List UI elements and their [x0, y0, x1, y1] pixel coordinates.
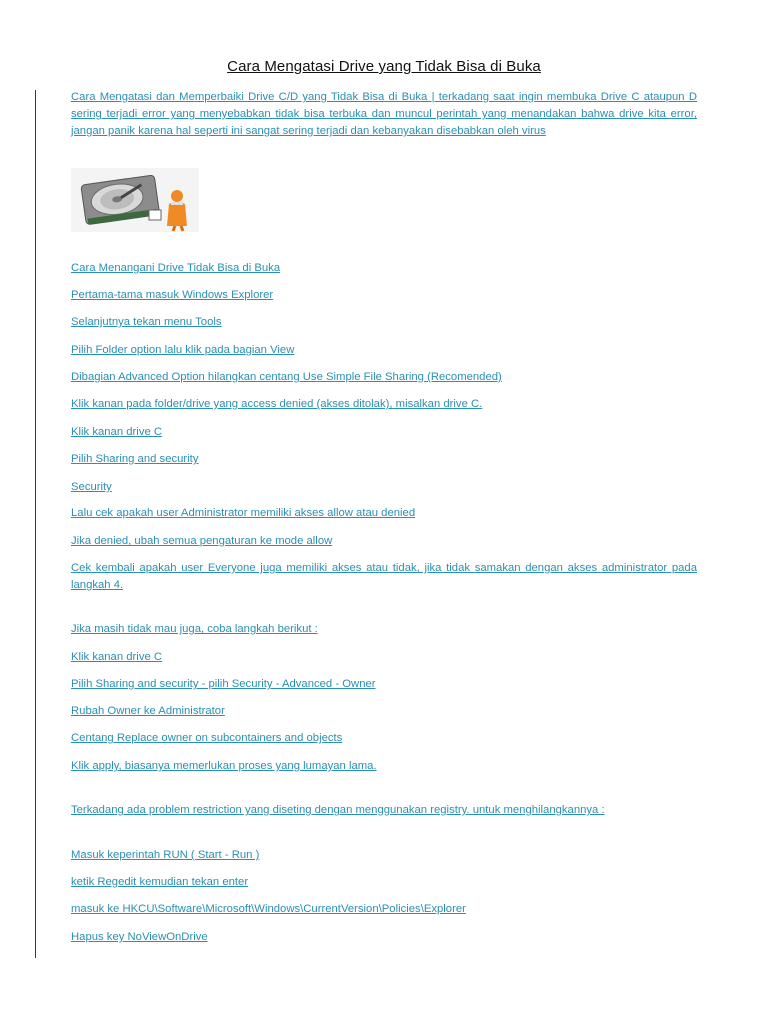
step-list-1-item — [71, 533, 697, 550]
list-item[interactable]: Lalu cek apakah user Administrator memiliki akses allow atau denied — [71, 507, 416, 519]
step-list-1-item — [71, 505, 697, 522]
list-item[interactable]: Hapus key NoViewOnDrive — [71, 931, 208, 943]
step-list-3-item — [71, 802, 697, 819]
list-item[interactable]: Pilih Sharing and security - pilih Security - Advanced - Owner — [71, 678, 376, 690]
step-list-1-item — [71, 451, 697, 468]
list-item[interactable]: ketik Regedit kemudian tekan enter — [71, 876, 249, 888]
step-list-1-item — [71, 314, 697, 331]
list-item[interactable]: Masuk keperintah RUN ( Start - Run ) — [71, 849, 260, 861]
step-list-2-item — [71, 676, 697, 693]
step-list-2-item — [71, 621, 697, 638]
list-item[interactable]: Dibagian Advanced Option hilangkan centang Use Simple File Sharing (Recomended) — [71, 371, 502, 383]
list-item[interactable]: Selanjutnya tekan menu Tools — [71, 316, 222, 328]
page-title: Cara Mengatasi Drive yang Tidak Bisa di Buka — [227, 58, 541, 75]
list-item[interactable]: Klik kanan drive C — [71, 651, 163, 663]
list-item[interactable]: Jika masih tidak mau juga, coba langkah berikut : — [71, 623, 318, 635]
step-list-1-item — [71, 369, 697, 386]
hard-drive-illustration — [71, 168, 199, 232]
list-item[interactable]: Pertama-tama masuk Windows Explorer — [71, 289, 274, 301]
list-item[interactable]: Rubah Owner ke Administrator — [71, 705, 225, 717]
list-item[interactable]: Pilih Sharing and security — [71, 453, 199, 465]
list-item[interactable]: Centang Replace owner on subcontainers and objects — [71, 732, 343, 744]
step-list-1-item — [71, 560, 697, 594]
step-list-1-item — [71, 260, 697, 277]
step-list-2-item — [71, 649, 697, 666]
step-list-3-item — [71, 874, 697, 891]
step-list-1-item — [71, 342, 697, 359]
list-item[interactable]: Security — [71, 481, 112, 493]
step-list-1-item — [71, 424, 697, 441]
step-list-2-item — [71, 703, 697, 720]
intro-paragraph — [71, 89, 697, 140]
list-item[interactable]: Terkadang ada problem restriction yang diseting dengan menggunakan registry. untuk menghilangkannya : — [71, 804, 605, 816]
step-list-3-item — [71, 929, 697, 946]
list-item[interactable]: Klik kanan drive C — [71, 426, 163, 438]
step-list-1-item — [71, 287, 697, 304]
intro-link[interactable]: Cara Mengatasi dan Memperbaiki Drive C/D yang Tidak Bisa di Buka | terkadang saat ingin membuka Drive C ataupun D sering terjadi error yang menyebabkan tidak bisa terbuka dan muncul perintah yang menandakan bahwa drive kita error, jangan panik karena hal seperti ini sangat sering terjadi dan kebanyakan disebabkan oleh virus — [71, 91, 697, 137]
step-list-3-item — [71, 847, 697, 864]
step-list-1-item — [71, 479, 697, 496]
list-item[interactable]: Cek kembali apakah user Everyone juga memiliki akses atau tidak, jika tidak samakan dengan akses administrator pada langkah 4. — [71, 562, 697, 591]
list-item[interactable]: Klik apply, biasanya memerlukan proses yang lumayan lama. — [71, 760, 377, 772]
step-list-2-item — [71, 730, 697, 747]
list-item[interactable]: Pilih Folder option lalu klik pada bagian View — [71, 344, 295, 356]
list-item[interactable]: Klik kanan pada folder/drive yang access denied (akses ditolak), misalkan drive C. — [71, 398, 483, 410]
step-list-2-item — [71, 758, 697, 775]
step-list-3-item — [71, 901, 697, 918]
margin-rule — [35, 90, 36, 958]
list-item[interactable]: masuk ke HKCU\Software\Microsoft\Windows\CurrentVersion\Policies\Explorer — [71, 903, 466, 915]
list-item[interactable]: Jika denied, ubah semua pengaturan ke mode allow — [71, 535, 333, 547]
list-item[interactable]: Cara Menangani Drive Tidak Bisa di Buka — [71, 262, 281, 274]
step-list-1-item — [71, 396, 697, 413]
